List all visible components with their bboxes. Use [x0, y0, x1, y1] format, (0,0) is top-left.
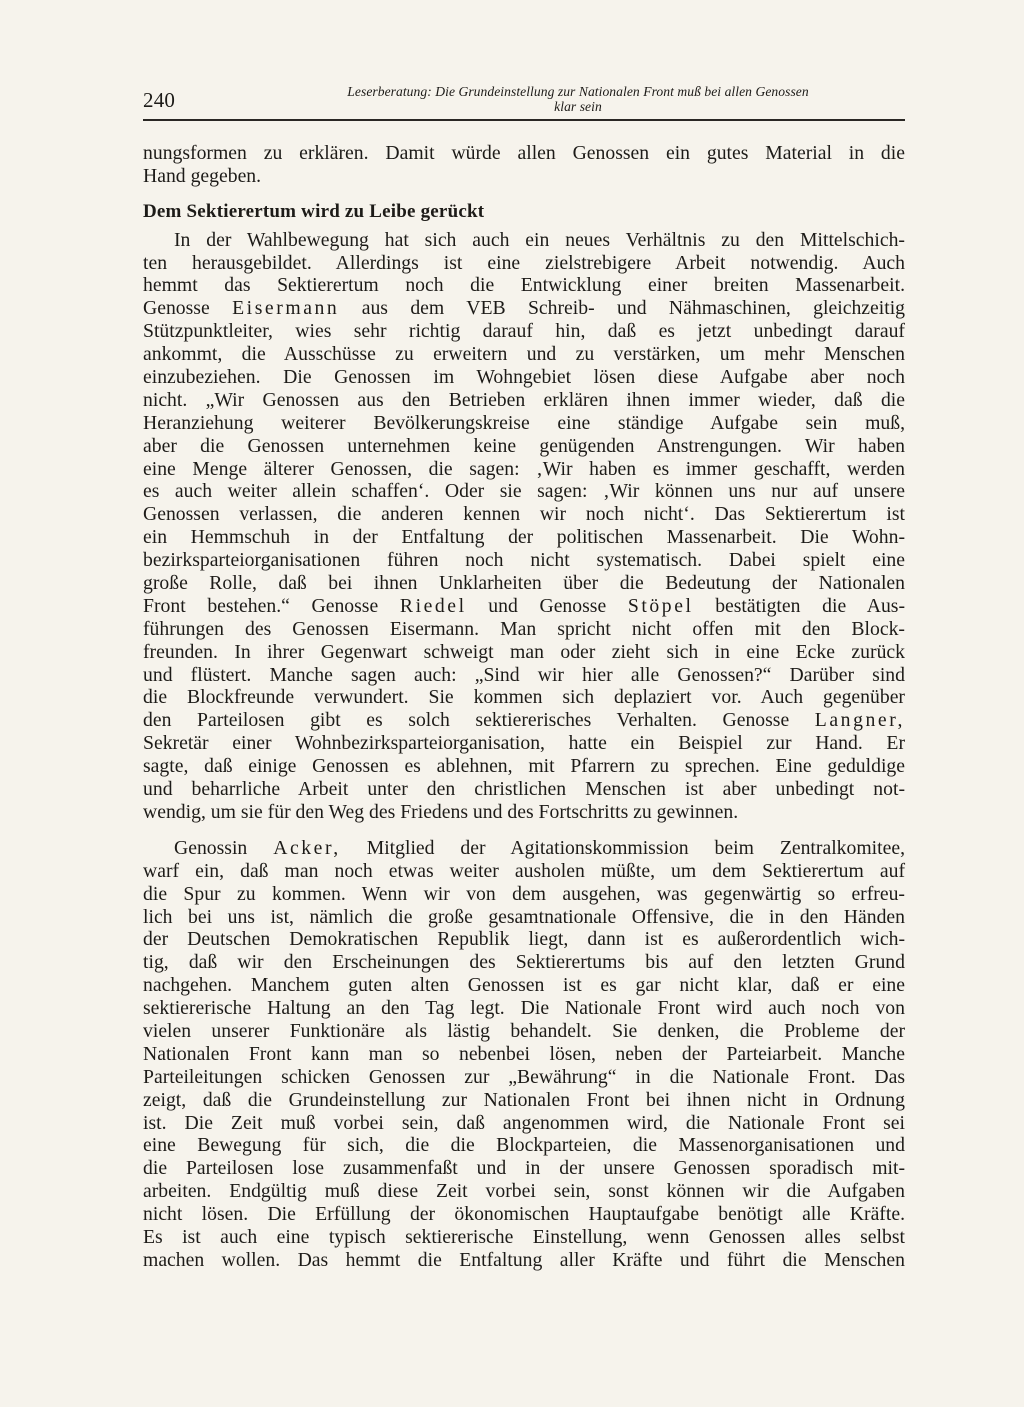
text-line: [143, 595, 905, 618]
text-fragment: bestätigten die Aus-: [715, 594, 906, 617]
text-line: [143, 297, 905, 320]
text-line: In der Wahlbewegung hat sich auch ein neues Verhältnis zu den Mittelschich-: [174, 228, 905, 251]
text-line: es auch weiter allein schaffen‘. Oder sie sagen: ‚Wir können uns nur auf unsere: [143, 480, 905, 503]
text-fragment: aus dem VEB Schreib- und Nähmaschinen, gleichzeitig: [361, 297, 906, 320]
text-line: nicht lösen. Die Erfüllung der ökonomischen Hauptaufgabe benötigt alle Kräfte.: [143, 1203, 905, 1226]
text-line: ten herausgebildet. Allerdings ist eine zielstrebigere Arbeit notwendig. Auch: [143, 251, 905, 274]
text-line: ankommt, die Ausschüsse zu erweitern und zu verstärken, um mehr Menschen: [143, 343, 905, 366]
text-line: zeigt, daß die Grundeinstellung zur Nationalen Front bei ihnen nicht in Ordnung: [143, 1088, 905, 1111]
text-line: Nationalen Front kann man so nebenbei lösen, neben der Parteiarbeit. Manche: [143, 1042, 905, 1065]
text-line: Heranziehung weiterer Bevölkerungskreise eine ständige Aufgabe sein muß,: [143, 411, 905, 434]
paragraph: [143, 837, 905, 1295]
text-line: hemmt das Sektierertum noch die Entwicklung einer breiten Massenarbeit.: [143, 274, 905, 297]
text-line: aber die Genossen unternehmen keine genügenden Anstrengungen. Wir haben: [143, 434, 905, 457]
text-line: der Deutschen Demokratischen Republik liegt, dann ist es außerordentlich wich-: [143, 928, 905, 951]
text-line: nungsformen zu erklären. Damit würde allen Genossen ein gutes Material in die: [143, 142, 905, 164]
paragraph-continuation: [143, 142, 905, 188]
text-line: nicht. „Wir Genossen aus den Betrieben erklären ihnen immer wieder, daß die: [143, 388, 905, 411]
text-line: einzubeziehen. Die Genossen im Wohngebiet lösen diese Aufgabe aber noch: [143, 366, 905, 389]
text-line: bezirksparteiorganisationen führen noch nicht systematisch. Dabei spielt eine: [143, 549, 905, 572]
running-head-line-1: Leserberatung: Die Grundeinstellung zur Nationalen Front muß bei allen Genossen: [347, 84, 809, 99]
text-fragment: Genossin: [174, 836, 248, 859]
text-line: machen wollen. Das hemmt die Entfaltung aller Kräfte und führt die Menschen: [143, 1248, 905, 1271]
section-heading: Dem Sektierertum wird zu Leibe gerückt: [143, 200, 485, 222]
text-line: warf ein, daß man noch etwas weiter ausholen müßte, um dem Sektierertum auf: [143, 859, 905, 882]
text-fragment: Mitglied der Agitationskommission beim Zentralkomitee,: [366, 836, 906, 859]
text-line: sagte, daß einige Genossen es ablehnen, mit Pfarrern zu sprechen. Eine geduldige: [143, 755, 905, 778]
text-line: Genossen verlassen, die anderen kennen wir noch nicht‘. Das Sektierertum ist: [143, 503, 905, 526]
text-line: große Rolle, daß bei ihnen Unklarheiten über die Bedeutung der Nationalen: [143, 572, 905, 595]
text-line: sektiererische Haltung an den Tag legt. Die Nationale Front wird auch noch von: [143, 997, 905, 1020]
text-line: vielen unserer Funktionäre als lästig behandelt. Sie denken, die Probleme der: [143, 1019, 905, 1042]
page-header: [143, 84, 905, 118]
text-line: Sekretär einer Wohnbezirksparteiorganisation, hatte ein Beispiel zur Hand. Er: [143, 732, 905, 755]
text-line: Hand gegeben.: [143, 164, 262, 187]
running-head: [255, 84, 901, 114]
text-fragment: den Parteilosen gibt es solch sektiererisches Verhalten. Genosse: [143, 709, 790, 732]
text-line: die Blockfreunde verwundert. Sie kommen sich deplaziert vor. Auch gegenüber: [143, 686, 905, 709]
paragraph-gap: [143, 824, 905, 837]
text-line: [143, 1272, 905, 1295]
text-line: und flüstert. Manche sagen auch: „Sind wir hier alle Genossen?“ Darüber sind: [143, 663, 905, 686]
text-line: [143, 837, 905, 860]
text-line: lich bei uns ist, nämlich die große gesamtnationale Offensive, die in den Händen: [143, 905, 905, 928]
body-text: [143, 142, 906, 1271]
text-fragment: Front bestehen.“ Genosse: [143, 594, 379, 617]
text-line: arbeiten. Endgültig muß diese Zeit vorbei sein, sonst können wir die Aufgaben: [143, 1180, 905, 1203]
text-line: ein Hemmschuh in der Entfaltung der politischen Massenarbeit. Die Wohn-: [143, 526, 905, 549]
text-fragment: Genosse: [143, 297, 210, 320]
header-rule: [143, 119, 905, 121]
paragraph: [143, 229, 905, 824]
text-line: die Spur zu kommen. Wenn wir von dem ausgehen, was gegenwärtig so erfreu-: [143, 882, 905, 905]
text-line: Es ist auch eine typisch sektiererische Einstellung, wenn Genossen alles selbst: [143, 1225, 905, 1248]
text-line: [143, 709, 905, 732]
text-line: ist. Die Zeit muß vorbei sein, daß angenommen wird, die Nationale Front sei: [143, 1111, 905, 1134]
text-line: Stützpunktleiter, wies sehr richtig darauf hin, daß es jetzt unbedingt darauf: [143, 320, 905, 343]
person-name: Eisermann: [232, 297, 340, 320]
page-number: 240: [143, 88, 176, 112]
person-name: Riedel: [399, 594, 467, 617]
text-line: und beharrliche Arbeit unter den christlichen Menschen ist aber unbedingt not-: [143, 778, 905, 801]
running-head-line-2: klar sein: [554, 99, 602, 114]
text-line: Parteileitungen schicken Genossen zur „Bewährung“ in die Nationale Front. Das: [143, 1065, 905, 1088]
text-line: die Parteilosen lose zusammenfaßt und in der unsere Genossen sporadisch mit-: [143, 1157, 905, 1180]
text-line: führungen des Genossen Eisermann. Man spricht nicht offen mit den Block-: [143, 617, 905, 640]
person-name: Acker,: [273, 836, 341, 859]
text-line: freunden. In ihrer Gegenwart schweigt man oder zieht sich in eine Ecke zurück: [143, 640, 905, 663]
text-line: nachgehen. Manchem guten alten Genossen ist es gar nicht klar, daß er eine: [143, 974, 905, 997]
text-line: eine Menge älterer Genossen, die sagen: ‚Wir haben es immer geschafft, werden: [143, 457, 905, 480]
person-name: Stöpel: [627, 594, 694, 617]
text-line: wendig, um sie für den Weg des Friedens und des Fortschritts zu gewinnen.: [143, 800, 739, 823]
text-fragment: und Genosse: [488, 594, 607, 617]
text-line: eine Bewegung für sich, die die Blockparteien, die Massenorganisationen und: [143, 1134, 905, 1157]
person-name: Langner,: [814, 709, 906, 732]
text-line: tig, daß wir den Erscheinungen des Sektierertums bis auf den letzten Grund: [143, 951, 905, 974]
